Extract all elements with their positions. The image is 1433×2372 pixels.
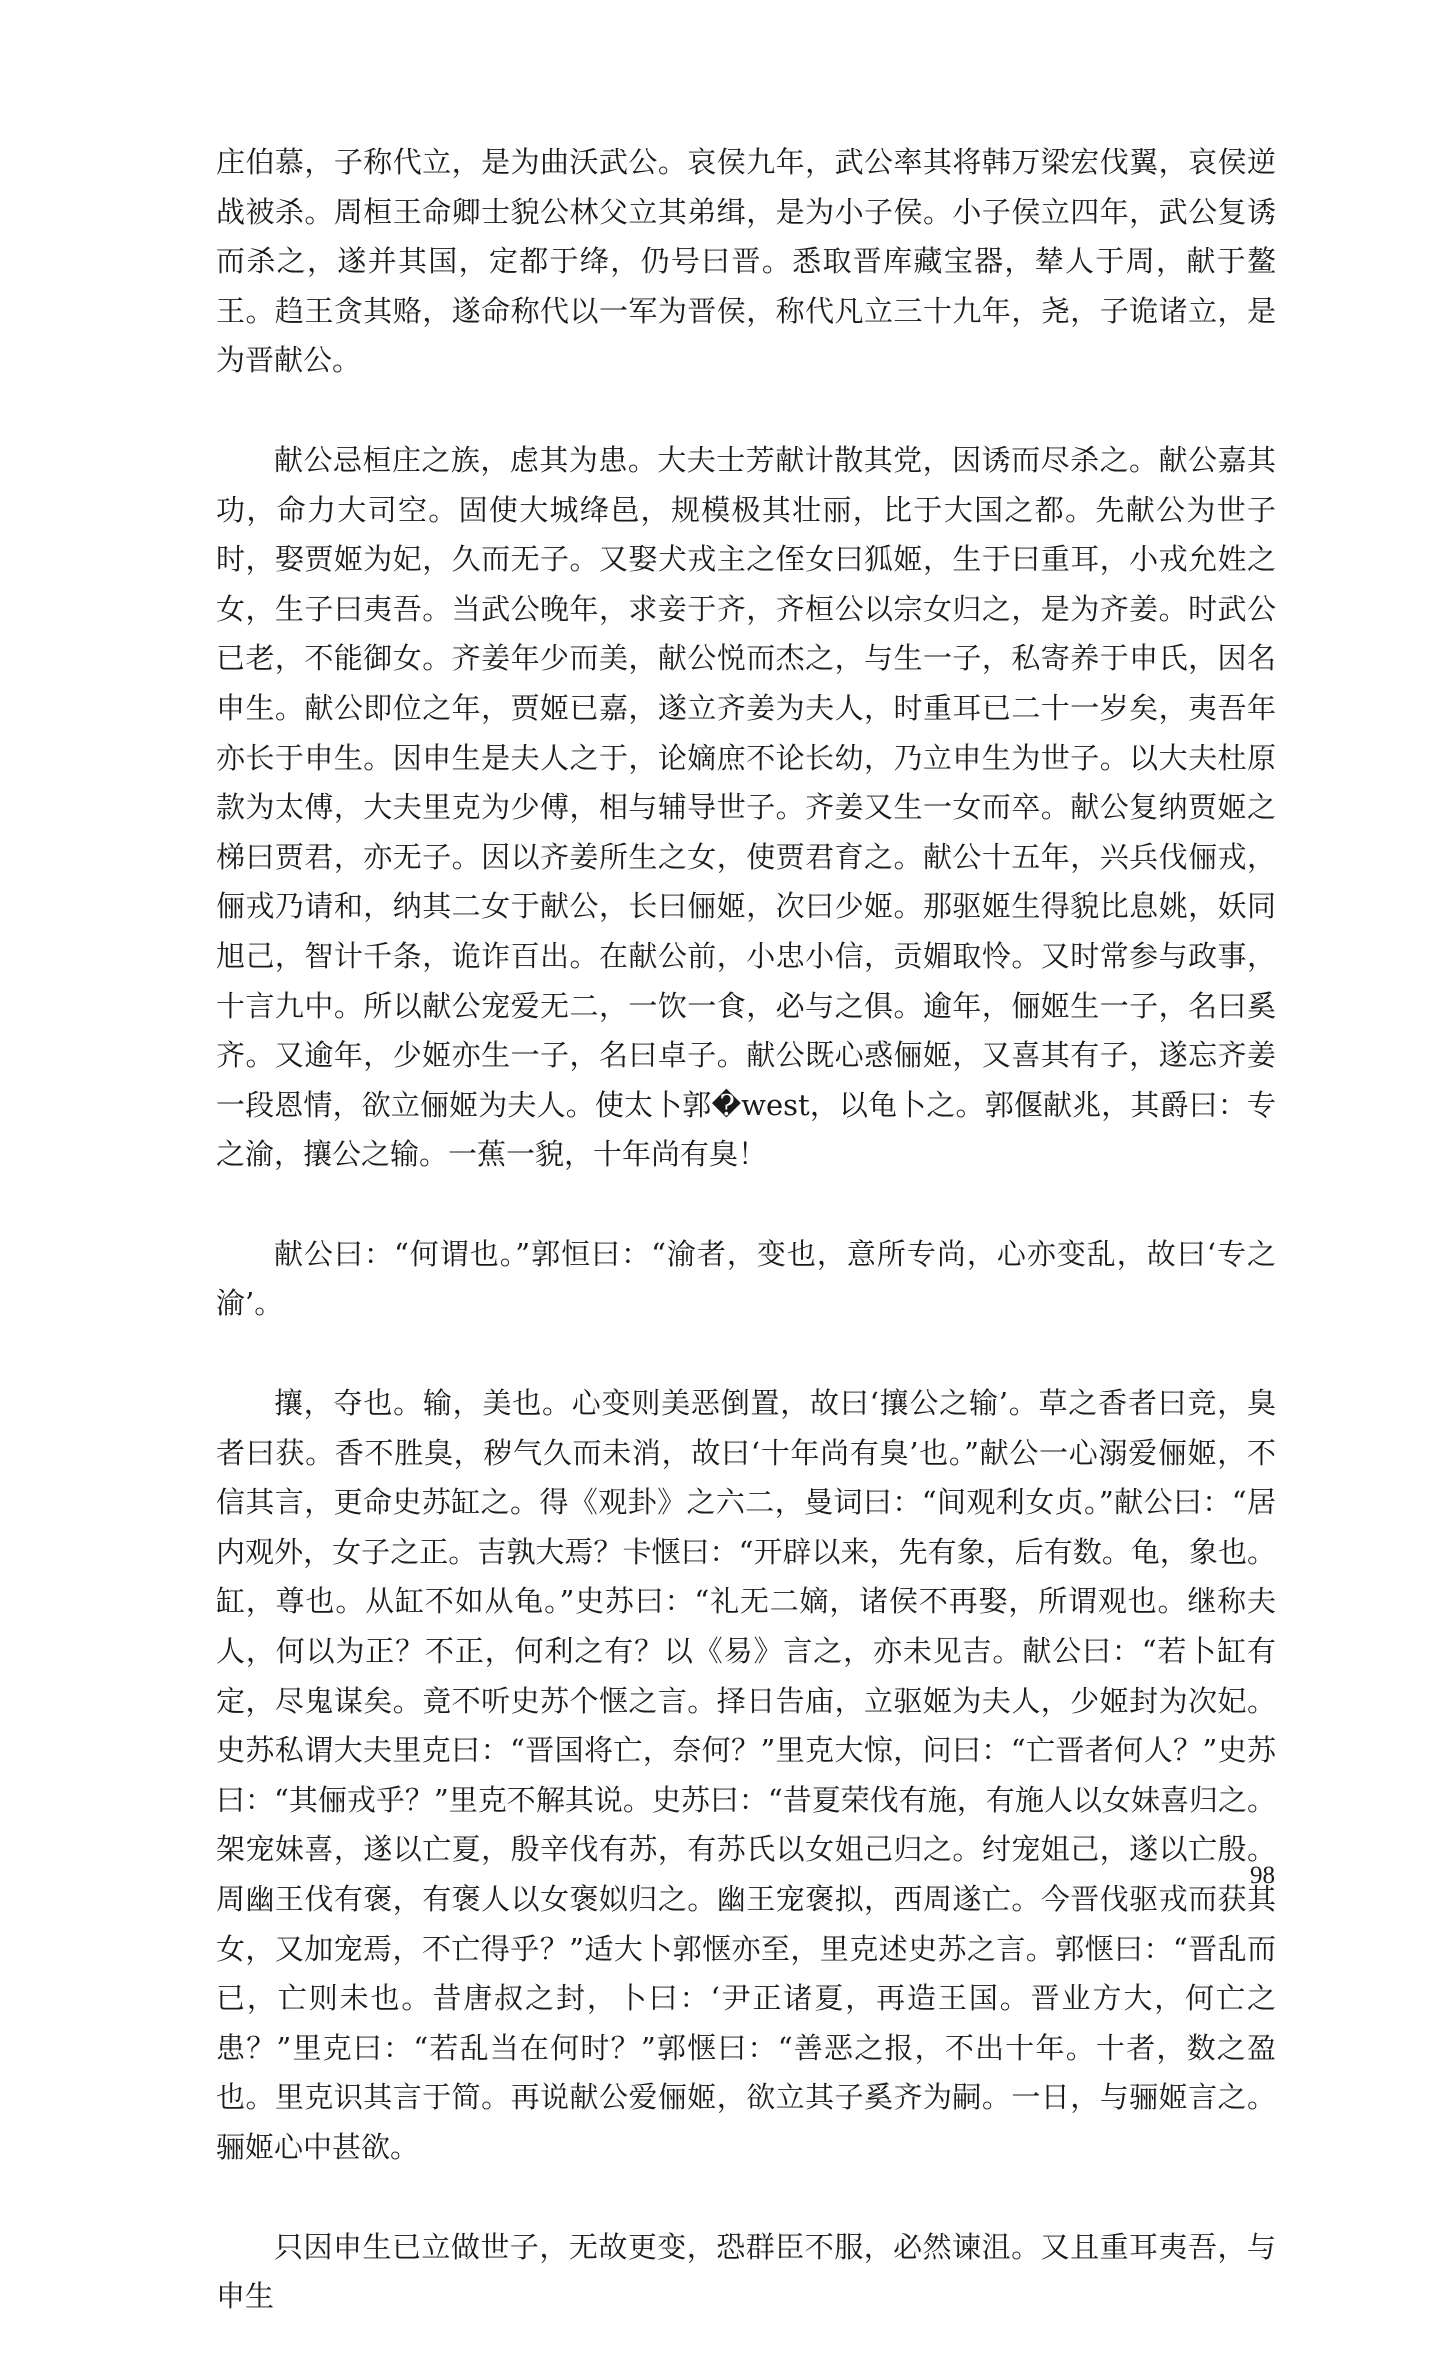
page-number: 98 xyxy=(1250,1862,1275,1889)
body-text xyxy=(216,138,1276,2372)
paragraph-3: 献公曰：“何谓也。”郭恒曰：“渝者，变也，意所专尚，心亦变乱，故曰‘专之渝’。 xyxy=(216,1236,1276,1321)
paragraph-2: 献公忌桓庄之族，虑其为患。大夫士芳献计散其党，因诱而尽杀之。献公嘉其功，命力大司空。固使大城绛邑，规模极其壮丽，比于大国之都。先献公为世子时，娶贾姬为妃，久而无子。又娶犬戎主之侄女曰狐姬，生于曰重耳，小戎允姓之女，生子曰夷吾。当武公晚年，求妾于齐，齐桓公以宗女归之，是为齐姜。时武公已老，不能御女。齐姜年少而美，献公悦而杰之，与生一子，私寄养于申氏，因名申生。献公即位之年，贾姬已嘉，遂立齐姜为夫人，时重耳已二十一岁矣，夷吾年亦长于申生。因申生是夫人之于，论嫡庶不论长幼，乃立申生为世子。以大夫杜原款为太傅，大夫里克为少傅，相与辅导世子。齐姜又生一女而卒。献公复纳贾姬之梯曰贾君，亦无子。因以齐姜所生之女，使贾君育之。献公十五年，兴兵伐俪戎，俪戎乃请和，纳其二女于献公，长曰俪姬，次曰少姬。那驱姬生得貌比息姚，妖同旭己，智计千条，诡诈百出。在献公前，小忠小信，贡媚取怜。又时常参与政事，十言九中。所以献公宠爱无二，一饮一食，必与之俱。逾年，俪姬生一子，名曰奚齐。又逾年，少姬亦生一子，名曰卓子。献公既心惑俪姬，又喜其有子，遂忘齐姜一段恩情，欲立俪姬为夫人。使太卜郭�west，以龟卜之。郭偃献兆，其爵曰：专之渝，攘公之输。一蕉一貌，十年尚有臭！ xyxy=(216,442,1276,1172)
paragraph-5: 只因申生已立做世子，无故更变，恐群臣不服，必然谏沮。又且重耳夷吾，与申生 xyxy=(216,2229,1276,2314)
paragraph-1: 庄伯慕，子称代立，是为曲沃武公。哀侯九年，武公率其将韩万梁宏伐翼，哀侯逆战被杀。周桓王命卿士貌公林父立其弟缉，是为小子侯。小子侯立四年，武公复诱而杀之，遂并其国，定都于绛，仍号曰晋。悉取晋库藏宝器，辇人于周，献于鳌王。趋王贪其赂，遂命称代以一军为晋侯，称代凡立三十九年，尧，子诡诸立，是为晋献公。 xyxy=(216,145,1276,378)
paragraph-4: 攘，夺也。输，美也。心变则美恶倒置，故曰‘攘公之输’。草之香者曰竞，臭者曰获。香不胜臭，秽气久而未消，故曰‘十年尚有臭’也。”献公一心溺爱俪姬，不信其言，更命史苏缸之。得《观卦》之六二，曼词曰：“间观利女贞。”献公曰：“居内观外，女子之正。吉孰大焉？卡惬曰：“开辟以来，先有象，后有数。龟，象也。缸，尊也。从缸不如从龟。”史苏曰：“礼无二嫡，诸侯不再娶，所谓观也。继称夫人，何以为正？不正，何利之有？以《易》言之，亦未见吉。献公曰：“若卜缸有定，尽鬼谋矣。竟不听史苏个惬之言。择日告庙，立驱姬为夫人，少姬封为次妃。史苏私谓大夫里克曰：“晋国将亡，奈何？”里克大惊，问曰：“亡晋者何人？”史苏曰：“其俪戎乎？”里克不解其说。史苏曰：“昔夏荣伐有施，有施人以女妹喜归之。架宠妹喜，遂以亡夏，殷辛伐有苏，有苏氏以女姐己归之。纣宠姐己，遂以亡殷。周幽王伐有褒，有褒人以女褒姒归之。幽王宠褒拟，西周遂亡。今晋伐驱戎而获其女，又加宠焉，不亡得乎？”适大卜郭惬亦至，里克述史苏之言。郭惬曰：“晋乱而已，亡则未也。昔唐叔之封，卜曰：‘尹正诸夏，再造王国。晋业方大，何亡之患？”里克曰：“若乱当在何时？”郭惬曰：“善恶之报，不出十年。十者，数之盈也。里克识其言于简。再说献公爱俪姬，欲立其子奚齐为嗣。一日，与骊姬言之。骊姬心中甚欲。 xyxy=(216,1386,1276,2164)
